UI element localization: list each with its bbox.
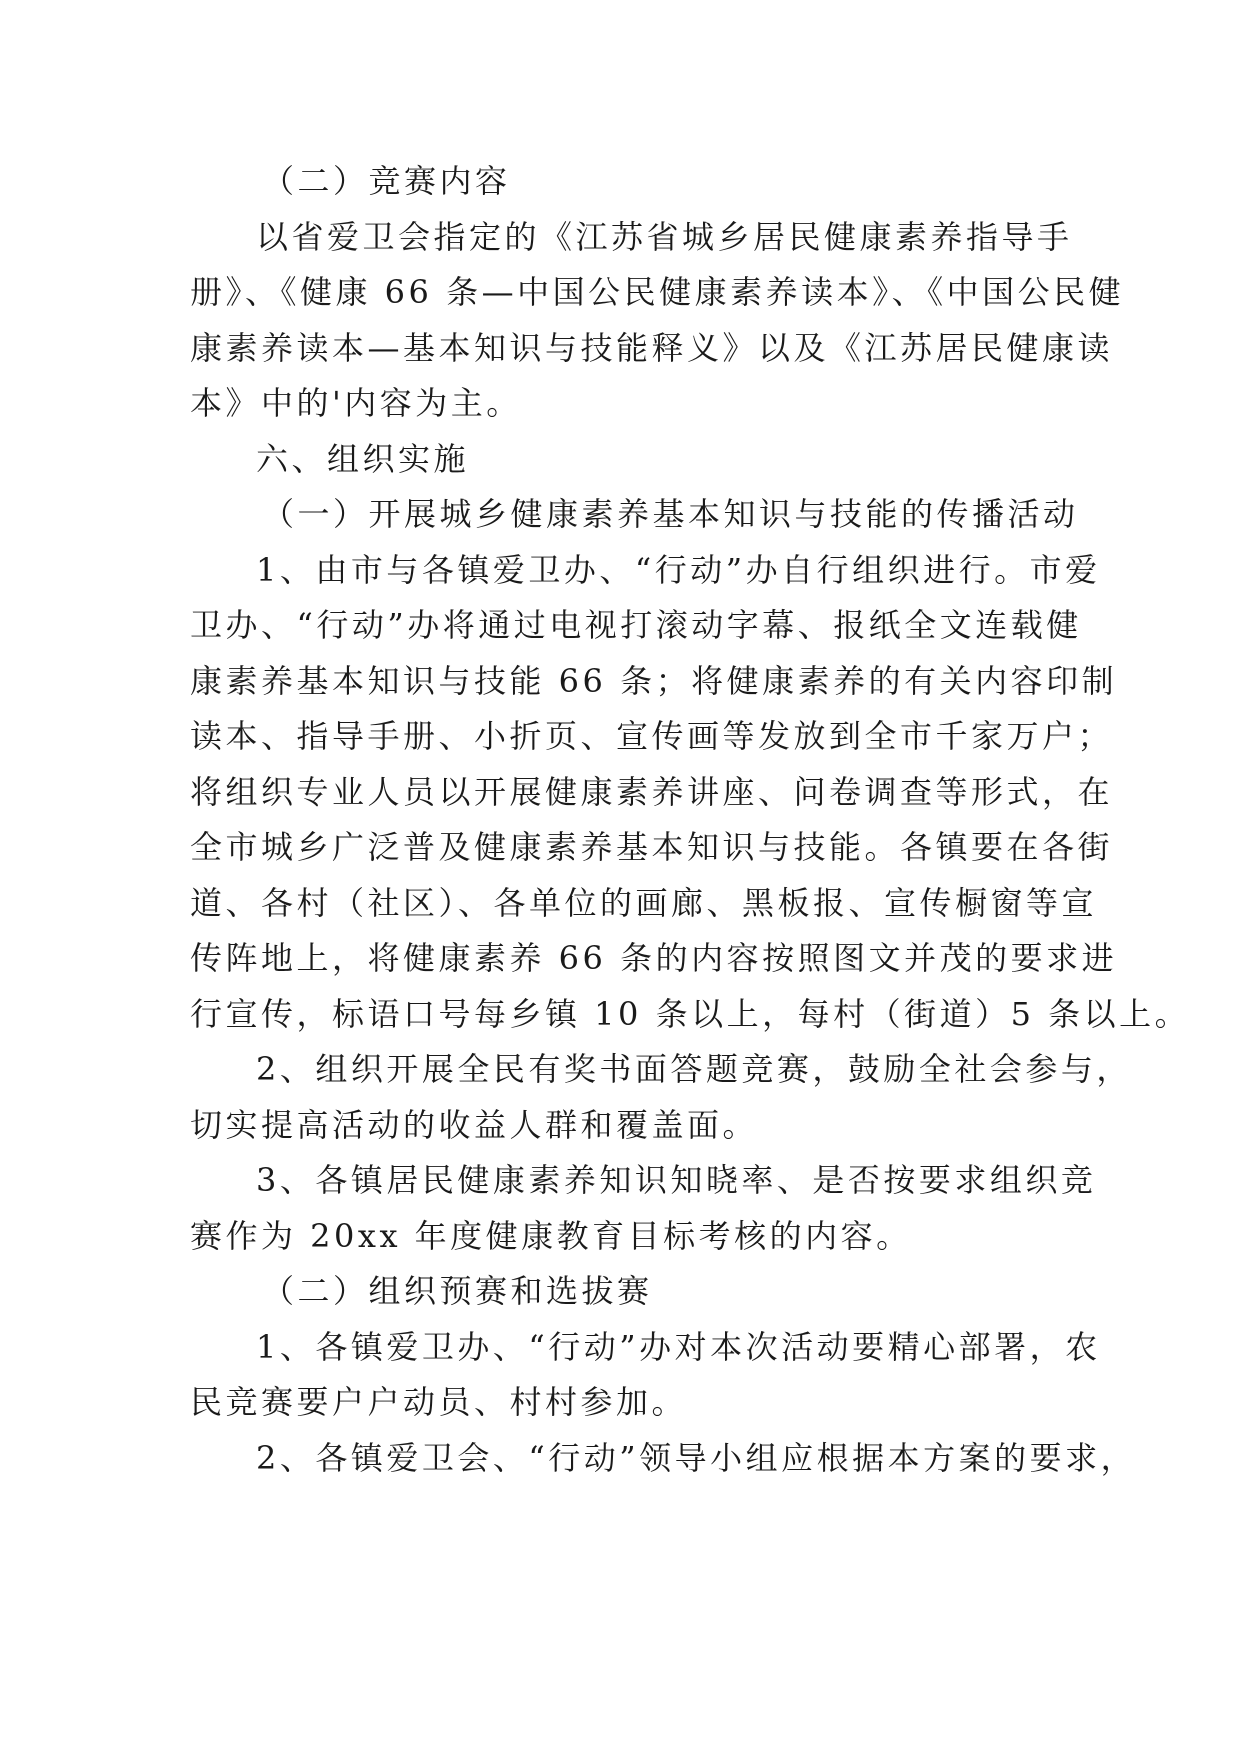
document-body [190,154,1191,1486]
paragraph-line: 民竞赛要户户动员、村村参加。 [190,1383,688,1421]
paragraph-line: 将组织专业人员以开展健康素养讲座、问卷调查等形式，在 [190,772,1114,811]
paragraph-line: 康素养基本知识与技能 66 条；将健康素养的有关内容印制 [190,661,1118,700]
paragraph-line: 传阵地上，将健康素养 66 条的内容按照图文并茂的要求进 [190,939,1118,977]
paragraph-line: 1、由市与各镇爱卫办、“行动”办自行组织进行。市爱 [256,550,1101,589]
section-heading-organization: 六、组织实施 [256,439,470,478]
paragraph-line: 2、各镇爱卫会、“行动”领导小组应根据本方案的要求， [256,1438,1137,1477]
paragraph-line: 2、组织开展全民有奖书面答题竞赛，鼓励全社会参与， [256,1050,1132,1088]
paragraph-line: 读本、指导手册、小折页、宣传画等发放到全市千家万户； [190,717,1114,755]
paragraph-line: 行宣传，标语口号每乡镇 10 条以上，每村（街道）5 条以上。 [190,994,1191,1033]
paragraph-line: 切实提高活动的收益人群和覆盖面。 [190,1105,759,1144]
paragraph-line: 全市城乡广泛普及健康素养基本知识与技能。各镇要在各街 [190,828,1114,866]
paragraph-line: 以省爱卫会指定的《江苏省城乡居民健康素养指导手 [256,217,1073,256]
paragraph-line: 1、各镇爱卫办、“行动”办对本次活动要精心部署，农 [256,1327,1101,1366]
section-heading-competition-content: （二）竞赛内容 [262,162,511,200]
subsection-heading-campaign: （一）开展城乡健康素养基本知识与技能的传播活动 [262,495,1079,533]
paragraph-line: 赛作为 20xx 年度健康教育目标考核的内容。 [190,1216,912,1255]
paragraph-line: 道、各村（社区）、各单位的画廊、黑板报、宣传橱窗等宣 [190,883,1098,922]
subsection-heading-preliminaries: （二）组织预赛和选拔赛 [262,1272,653,1310]
paragraph-line: 康素养读本—基本知识与技能释义》以及《江苏居民健康读 [190,328,1114,367]
paragraph-line: 3、各镇居民健康素养知识知晓率、是否按要求组织竞 [256,1161,1097,1199]
paragraph-line: 卫办、“行动”办将通过电视打滚动字幕、报纸全文连载健 [190,606,1082,644]
paragraph-line: 册》、《健康 66 条—中国公民健康素养读本》、《中国公民健 [190,273,1125,311]
paragraph-line: 本》中的'内容为主。 [190,384,522,422]
